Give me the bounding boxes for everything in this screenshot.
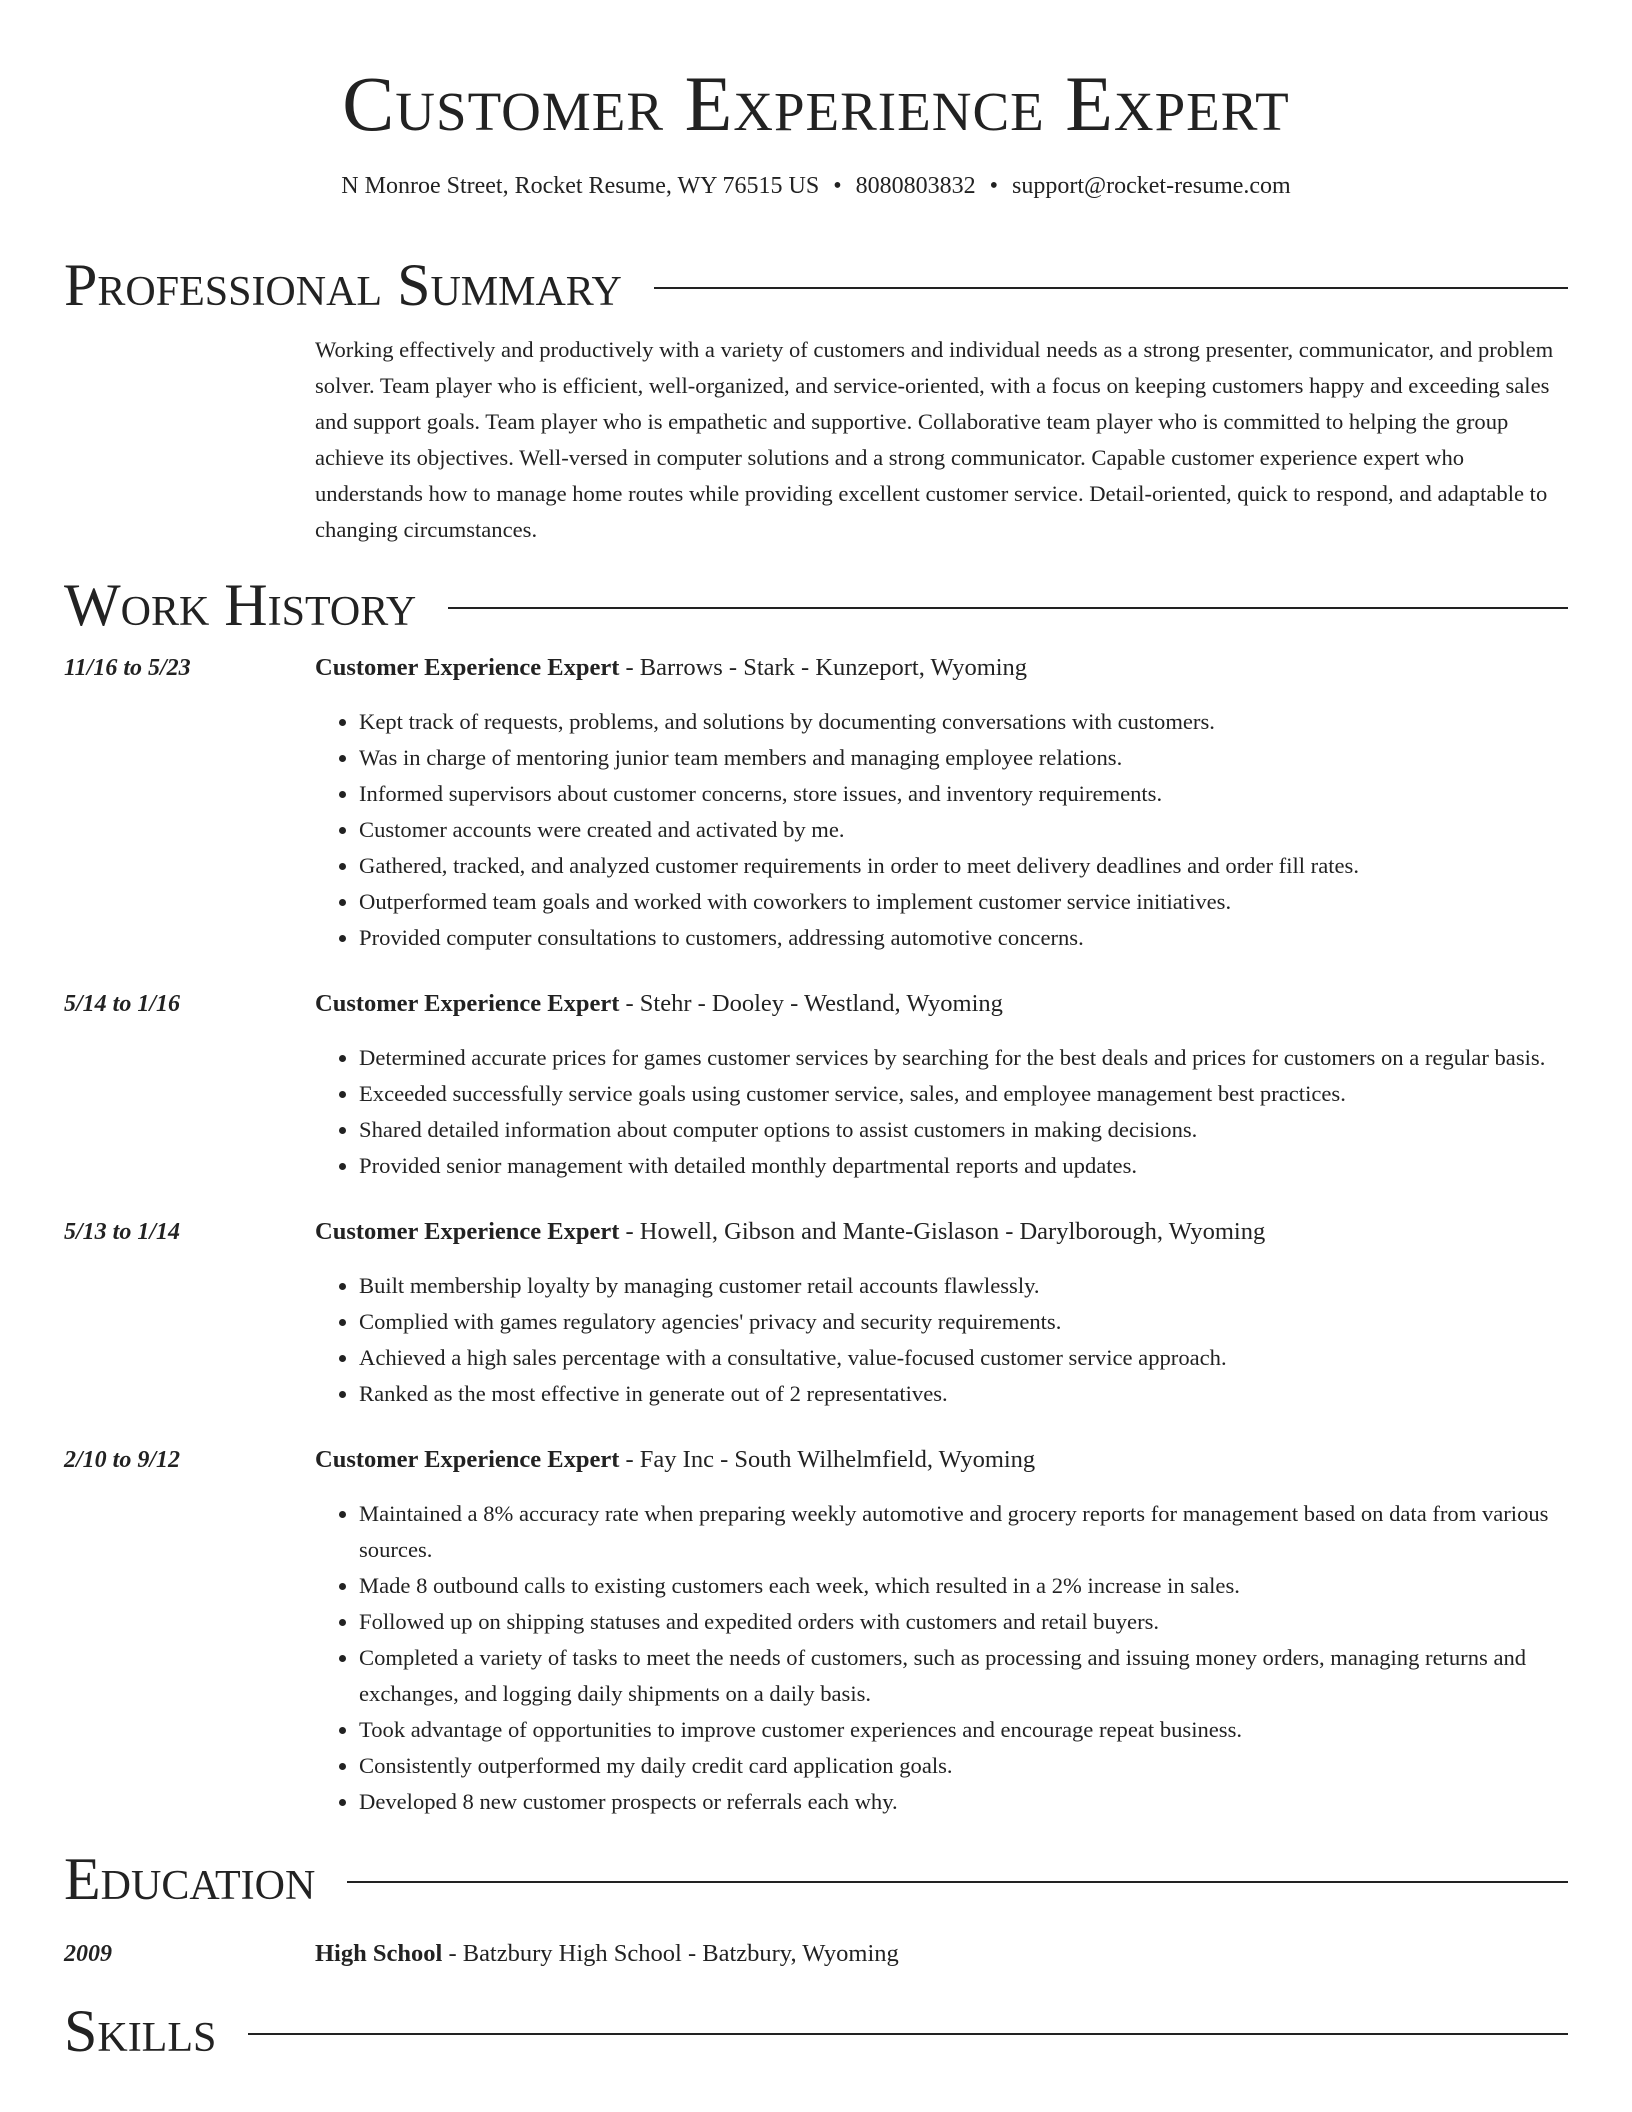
summary-section-header <box>64 250 1568 320</box>
education-degree: High School <box>315 1940 443 1967</box>
education-year: 2009 <box>64 1941 112 1967</box>
contact-separator: • <box>833 173 842 199</box>
work-entry <box>64 986 1568 1184</box>
work-bullet-item: • Shared detailed information about computer options to assist customers in making decisions. <box>359 1112 1568 1148</box>
work-bullets <box>315 1040 1568 1184</box>
section-divider <box>347 1881 1568 1883</box>
work-bullet-item: • Built membership loyalty by managing customer retail accounts flawlessly. <box>359 1268 1568 1304</box>
education-section-title: Education <box>64 1846 316 1912</box>
summary-section-title: Professional Summary <box>64 252 622 318</box>
work-body <box>315 650 1568 956</box>
work-dates: 11/16 to 5/23 <box>64 655 191 681</box>
work-bullet-item: • Outperformed team goals and worked with coworkers to implement customer service initiatives. <box>359 884 1568 920</box>
work-employer-location: - Stehr - Dooley - Westland, Wyoming <box>619 990 1003 1017</box>
work-bullet-item: • Followed up on shipping statuses and expedited orders with customers and retail buyers. <box>359 1604 1568 1640</box>
work-bullet-item: • Maintained a 8% accuracy rate when preparing weekly automotive and grocery reports for management based on data from various sources. <box>359 1496 1568 1568</box>
work-history-list <box>64 650 1568 1820</box>
work-body <box>315 1214 1568 1412</box>
work-section-header <box>64 570 1568 640</box>
work-bullet-item: • Informed supervisors about customer concerns, store issues, and inventory requirements. <box>359 776 1568 812</box>
candidate-name: Customer Experience Expert <box>342 60 1290 147</box>
section-divider <box>654 287 1568 289</box>
work-role: Customer Experience Expert <box>315 990 620 1017</box>
skills-section-title: Skills <box>64 1998 217 2064</box>
education-section-header <box>64 1844 1568 1914</box>
work-bullet-item: • Customer accounts were created and activated by me. <box>359 812 1568 848</box>
work-title <box>315 1214 1568 1250</box>
contact-separator: • <box>989 173 999 199</box>
contact-email: support@rocket-resume.com <box>1012 173 1291 199</box>
work-bullet-item: • Completed a variety of tasks to meet the needs of customers, such as processing and issuing money orders, managing returns and exchanges, and logging daily shipments on a daily basis. <box>359 1640 1568 1712</box>
work-employer-location: - Barrows - Stark - Kunzeport, Wyoming <box>619 654 1028 681</box>
work-bullets <box>315 1268 1568 1412</box>
work-dates: 5/14 to 1/16 <box>64 991 181 1017</box>
work-role: Customer Experience Expert <box>315 1446 620 1473</box>
work-dates: 5/13 to 1/14 <box>64 1219 181 1245</box>
work-dates: 2/10 to 9/12 <box>64 1447 181 1473</box>
work-bullet-item: • Gathered, tracked, and analyzed customer requirements in order to meet delivery deadlines and order fill rates. <box>359 848 1568 884</box>
work-bullets <box>315 1496 1568 1820</box>
work-title <box>315 650 1568 686</box>
skills-section-header <box>64 1996 1568 2066</box>
work-section-title: Work History <box>64 572 417 638</box>
work-entry <box>64 1442 1568 1820</box>
work-bullet-item: • Determined accurate prices for games customer services by searching for the best deals and prices for customers on a regular basis. <box>359 1040 1568 1076</box>
summary-text: Working effectively and productively with a variety of customers and individual needs as a strong presenter, communicator, and problem solver. Team player who is efficient, well-organized, and service-oriented, with a focus on keeping customers happy and exceeding sales and support goals. Team player who is empathetic and supportive. Collaborative team player who is committed to helping the group achieve its objectives. Well-versed in computer solutions and a strong communicator. Capable customer experience expert who understands how to manage home routes while providing excellent customer service. Detail-oriented, quick to respond, and adaptable to changing circumstances. <box>315 337 1554 542</box>
work-title <box>315 1442 1568 1478</box>
work-bullet-item: • Was in charge of mentoring junior team members and managing employee relations. <box>359 740 1568 776</box>
work-body <box>315 1442 1568 1820</box>
education-body <box>315 1936 1568 1972</box>
work-title <box>315 986 1568 1022</box>
work-bullet-item: • Achieved a high sales percentage with a consultative, value-focused customer service approach. <box>359 1340 1568 1376</box>
section-divider <box>248 2033 1568 2035</box>
work-bullet-item: • Made 8 outbound calls to existing customers each week, which resulted in a 2% increase in sales. <box>359 1568 1568 1604</box>
contact-address: N Monroe Street, Rocket Resume, WY 76515 US <box>341 173 820 199</box>
work-bullet-item: • Ranked as the most effective in generate out of 2 representatives. <box>359 1376 1568 1412</box>
education-entry <box>64 1936 1568 1972</box>
work-bullet-item: • Provided senior management with detailed monthly departmental reports and updates. <box>359 1148 1568 1184</box>
contact-phone: 8080803832 <box>855 173 976 199</box>
work-bullet-item: • Kept track of requests, problems, and solutions by documenting conversations with customers. <box>359 704 1568 740</box>
work-bullet-item: • Provided computer consultations to customers, addressing automotive concerns. <box>359 920 1568 956</box>
work-bullet-item: • Exceeded successfully service goals using customer service, sales, and employee management best practices. <box>359 1076 1568 1112</box>
work-bullet-item: • Complied with games regulatory agencies' privacy and security requirements. <box>359 1304 1568 1340</box>
contact-line <box>64 170 1568 202</box>
work-bullet-item: • Took advantage of opportunities to improve customer experiences and encourage repeat business. <box>359 1712 1568 1748</box>
work-bullets <box>315 704 1568 956</box>
work-entry <box>64 650 1568 956</box>
work-bullet-item: • Consistently outperformed my daily credit card application goals. <box>359 1748 1568 1784</box>
education-details: - Batzbury High School - Batzbury, Wyoming <box>442 1940 899 1967</box>
education-title <box>315 1936 1568 1972</box>
work-role: Customer Experience Expert <box>315 654 620 681</box>
section-divider <box>448 607 1568 609</box>
work-role: Customer Experience Expert <box>315 1218 620 1245</box>
work-entry <box>64 1214 1568 1412</box>
work-employer-location: - Howell, Gibson and Mante-Gislason - Darylborough, Wyoming <box>619 1218 1266 1245</box>
work-employer-location: - Fay Inc - South Wilhelmfield, Wyoming <box>619 1446 1036 1473</box>
work-body <box>315 986 1568 1184</box>
work-bullet-item: • Developed 8 new customer prospects or referrals each why. <box>359 1784 1568 1820</box>
